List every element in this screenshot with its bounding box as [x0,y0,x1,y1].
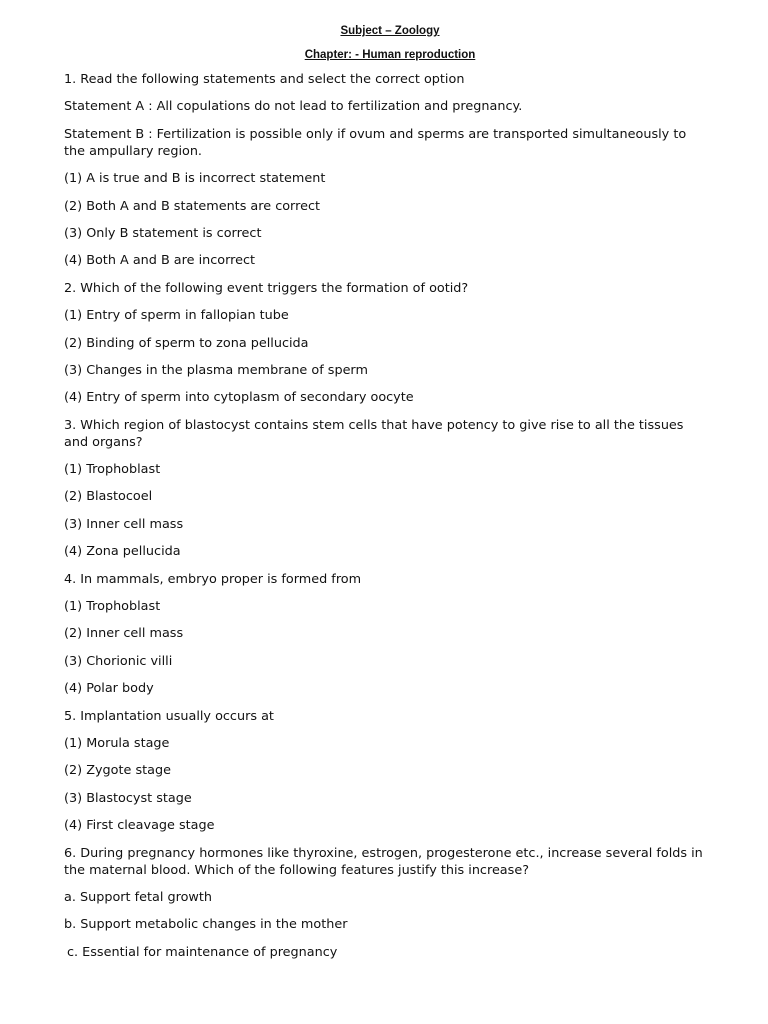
chapter-heading: Chapter: - Human reproduction [304,49,476,61]
q6-item-c: c. Essential for maintenance of pregnancy [67,944,338,960]
q2-option-3: (3) Changes in the plasma membrane of sperm [64,362,368,378]
q4-option-3: (3) Chorionic villi [64,653,173,669]
q4-option-4: (4) Polar body [64,681,154,697]
question-4: 4. In mammals, embryo proper is formed from [64,571,362,587]
q3-option-2: (2) Blastocoel [64,489,153,505]
q2-option-2: (2) Binding of sperm to zona pellucida [64,335,309,351]
q2-option-1: (1) Entry of sperm in fallopian tube [64,308,289,324]
question-2: 2. Which of the following event triggers the formation of ootid? [64,280,469,296]
question-5: 5. Implantation usually occurs at [64,708,274,724]
q3-option-4: (4) Zona pellucida [64,544,181,560]
q1-option-3: (3) Only B statement is correct [64,225,262,241]
q5-option-4: (4) First cleavage stage [64,818,215,834]
q1-option-4: (4) Both A and B are incorrect [64,253,256,269]
q6-item-b: b. Support metabolic changes in the mother [64,917,348,933]
question-1: 1. Read the following statements and select the correct option [64,72,465,87]
q5-option-2: (2) Zygote stage [64,763,171,779]
q4-option-2: (2) Inner cell mass [64,626,184,642]
q1-option-2: (2) Both A and B statements are correct [64,198,320,214]
q3-option-1: (1) Trophoblast [64,462,161,478]
q1-option-1: (1) A is true and B is incorrect statement [64,171,326,187]
question-3: 3. Which region of blastocyst contains stem cells that have potency to give rise to all the tissues and organs? [64,417,688,450]
statement-a: Statement A : All copulations do not lead to fertilization and pregnancy. [64,99,523,115]
q4-option-1: (1) Trophoblast [64,599,161,615]
q3-option-3: (3) Inner cell mass [64,516,184,532]
q5-option-3: (3) Blastocyst stage [64,790,192,806]
q5-option-1: (1) Morula stage [64,735,170,751]
q6-item-a: a. Support fetal growth [64,889,213,905]
question-6: 6. During pregnancy hormones like thyroxine, estrogen, progesterone etc., increase several folds in the maternal blood. Which of the following features justify this increase? [64,845,707,878]
q2-option-4: (4) Entry of sperm into cytoplasm of secondary oocyte [64,390,414,406]
subject-heading: Subject – Zoology [340,25,440,37]
statement-b: Statement B : Fertilization is possible only if ovum and sperms are transported simultaneously to the ampullary region. [64,126,691,159]
